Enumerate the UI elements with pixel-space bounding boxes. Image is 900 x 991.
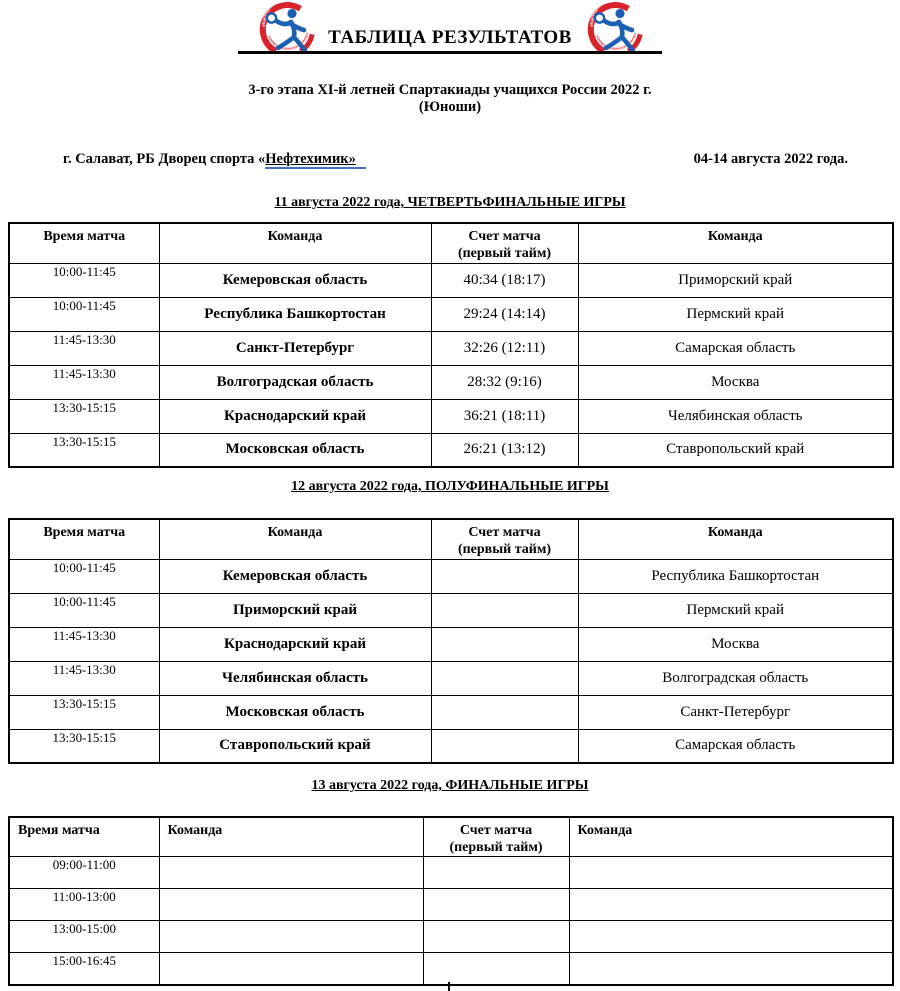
match-row bbox=[9, 695, 893, 729]
cutoff-table-border-fragment bbox=[448, 982, 450, 991]
cell-score bbox=[431, 627, 578, 661]
title-underline-rule bbox=[238, 51, 662, 54]
cell-match-time: 11:45-13:30 bbox=[9, 331, 159, 365]
cell-team-right: Ставропольский край bbox=[578, 433, 893, 467]
cell-team-left: Республика Башкортостан bbox=[159, 297, 431, 331]
cell-score: 40:34 (18:17) bbox=[431, 263, 578, 297]
cell-score: 29:24 (14:14) bbox=[431, 297, 578, 331]
column-header-team1: Команда bbox=[159, 817, 423, 857]
match-row bbox=[9, 559, 893, 593]
score-header-line1: Счет матча bbox=[468, 525, 541, 540]
cell-match-time: 13:30-15:15 bbox=[9, 695, 159, 729]
column-header-team2: Команда bbox=[578, 519, 893, 559]
cell-team-right bbox=[569, 889, 893, 921]
column-header-time: Время матча bbox=[9, 519, 159, 559]
cell-match-time: 13:00-15:00 bbox=[9, 921, 159, 953]
cell-team-right: Приморский край bbox=[578, 263, 893, 297]
score-header-line2: (первый тайм) bbox=[449, 840, 543, 855]
match-row bbox=[9, 921, 893, 953]
match-row bbox=[9, 365, 893, 399]
column-header-team2: Команда bbox=[578, 223, 893, 263]
match-row bbox=[9, 593, 893, 627]
column-header-team1: Команда bbox=[159, 223, 431, 263]
cell-match-time: 13:30-15:15 bbox=[9, 433, 159, 467]
cell-score bbox=[431, 593, 578, 627]
header-row bbox=[9, 519, 893, 559]
cell-score bbox=[431, 559, 578, 593]
cell-team-left bbox=[159, 889, 423, 921]
semifinals-table bbox=[8, 518, 894, 764]
cell-team-right: Москва bbox=[578, 365, 893, 399]
cell-team-left: Краснодарский край bbox=[159, 627, 431, 661]
match-row bbox=[9, 729, 893, 763]
cell-score bbox=[431, 695, 578, 729]
match-row bbox=[9, 889, 893, 921]
cell-team-left bbox=[159, 953, 423, 985]
column-header-time: Время матча bbox=[9, 223, 159, 263]
match-row bbox=[9, 399, 893, 433]
cell-team-right: Республика Башкортостан bbox=[578, 559, 893, 593]
match-row bbox=[9, 661, 893, 695]
cell-match-time: 10:00-11:45 bbox=[9, 559, 159, 593]
finals-table bbox=[8, 816, 894, 986]
cell-team-left: Волгоградская область bbox=[159, 365, 431, 399]
quarterfinals-table bbox=[8, 222, 894, 468]
cell-score bbox=[423, 921, 569, 953]
cell-team-left: Приморский край bbox=[159, 593, 431, 627]
cell-score: 32:26 (12:11) bbox=[431, 331, 578, 365]
cell-team-left bbox=[159, 921, 423, 953]
cell-team-right: Санкт-Петербург bbox=[578, 695, 893, 729]
header-row bbox=[9, 223, 893, 263]
score-header-line1: Счет матча bbox=[459, 823, 533, 838]
cell-match-time: 13:30-15:15 bbox=[9, 729, 159, 763]
cell-score bbox=[431, 729, 578, 763]
match-row bbox=[9, 857, 893, 889]
cell-team-left: Московская область bbox=[159, 433, 431, 467]
cell-team-right: Пермский край bbox=[578, 593, 893, 627]
match-row bbox=[9, 627, 893, 661]
cell-match-time: 10:00-11:45 bbox=[9, 593, 159, 627]
cell-match-time: 15:00-16:45 bbox=[9, 953, 159, 985]
score-header-line2: (первый тайм) bbox=[457, 246, 552, 261]
cell-score bbox=[423, 889, 569, 921]
cell-team-right bbox=[569, 857, 893, 889]
cell-score bbox=[431, 661, 578, 695]
cell-match-time: 11:45-13:30 bbox=[9, 365, 159, 399]
match-row bbox=[9, 331, 893, 365]
cell-match-time: 11:00-13:00 bbox=[9, 889, 159, 921]
cell-team-left: Ставропольский край bbox=[159, 729, 431, 763]
cell-team-left: Кемеровская область bbox=[159, 263, 431, 297]
cell-match-time: 13:30-15:15 bbox=[9, 399, 159, 433]
cell-team-right: Пермский край bbox=[578, 297, 893, 331]
cell-team-left: Кемеровская область bbox=[159, 559, 431, 593]
cell-team-right: Самарская область bbox=[578, 331, 893, 365]
column-header-team1: Команда bbox=[159, 519, 431, 559]
venue-text bbox=[63, 151, 366, 168]
cell-score bbox=[423, 857, 569, 889]
cell-team-left: Санкт-Петербург bbox=[159, 331, 431, 365]
column-header-score bbox=[431, 223, 578, 263]
venue-link[interactable]: Нефтехимик» bbox=[265, 151, 366, 169]
match-row bbox=[9, 297, 893, 331]
section-title-finals: 13 августа 2022 года, ФИНАЛЬНЫЕ ИГРЫ bbox=[311, 778, 589, 793]
cell-score: 28:32 (9:16) bbox=[431, 365, 578, 399]
column-header-time: Время матча bbox=[9, 817, 159, 857]
cell-score: 36:21 (18:11) bbox=[431, 399, 578, 433]
column-header-score bbox=[431, 519, 578, 559]
cell-team-right bbox=[569, 921, 893, 953]
venue-prefix: г. Салават, РБ Дворец спорта « bbox=[63, 151, 266, 167]
cell-team-left: Краснодарский край bbox=[159, 399, 431, 433]
cell-team-right: Челябинская область bbox=[578, 399, 893, 433]
cell-score bbox=[423, 953, 569, 985]
cell-team-right: Волгоградская область bbox=[578, 661, 893, 695]
cell-match-time: 10:00-11:45 bbox=[9, 263, 159, 297]
column-header-score bbox=[423, 817, 569, 857]
subtitle-line1: 3-го этапа XI-й летней Спартакиады учащихся России 2022 г. bbox=[248, 82, 652, 98]
venue-row bbox=[0, 151, 900, 171]
subtitle-line2: (Юноши) bbox=[418, 99, 482, 115]
match-row bbox=[9, 263, 893, 297]
match-row bbox=[9, 433, 893, 467]
cell-match-time: 11:45-13:30 bbox=[9, 627, 159, 661]
column-header-team2: Команда bbox=[569, 817, 893, 857]
score-header-line1: Счет матча bbox=[468, 229, 541, 244]
cell-team-right bbox=[569, 953, 893, 985]
score-header-line2: (первый тайм) bbox=[457, 542, 552, 557]
match-row bbox=[9, 953, 893, 985]
cell-team-left: Челябинская область bbox=[159, 661, 431, 695]
section-title-quarterfinals: 11 августа 2022 года, ЧЕТВЕРТЬФИНАЛЬНЫЕ ИГРЫ bbox=[274, 195, 626, 210]
cell-score: 26:21 (13:12) bbox=[431, 433, 578, 467]
event-dates: 04-14 августа 2022 года. bbox=[693, 151, 848, 167]
section-title-semifinals: 12 августа 2022 года, ПОЛУФИНАЛЬНЫЕ ИГРЫ bbox=[291, 479, 609, 494]
cell-match-time: 11:45-13:30 bbox=[9, 661, 159, 695]
cell-team-right: Самарская область bbox=[578, 729, 893, 763]
page-title: ТАБЛИЦА РЕЗУЛЬТАТОВ bbox=[328, 27, 572, 48]
header-row bbox=[9, 817, 893, 857]
cell-team-left bbox=[159, 857, 423, 889]
cell-match-time: 10:00-11:45 bbox=[9, 297, 159, 331]
cell-team-right: Москва bbox=[578, 627, 893, 661]
cell-match-time: 09:00-11:00 bbox=[9, 857, 159, 889]
document-subtitle bbox=[0, 82, 900, 116]
cell-team-left: Московская область bbox=[159, 695, 431, 729]
